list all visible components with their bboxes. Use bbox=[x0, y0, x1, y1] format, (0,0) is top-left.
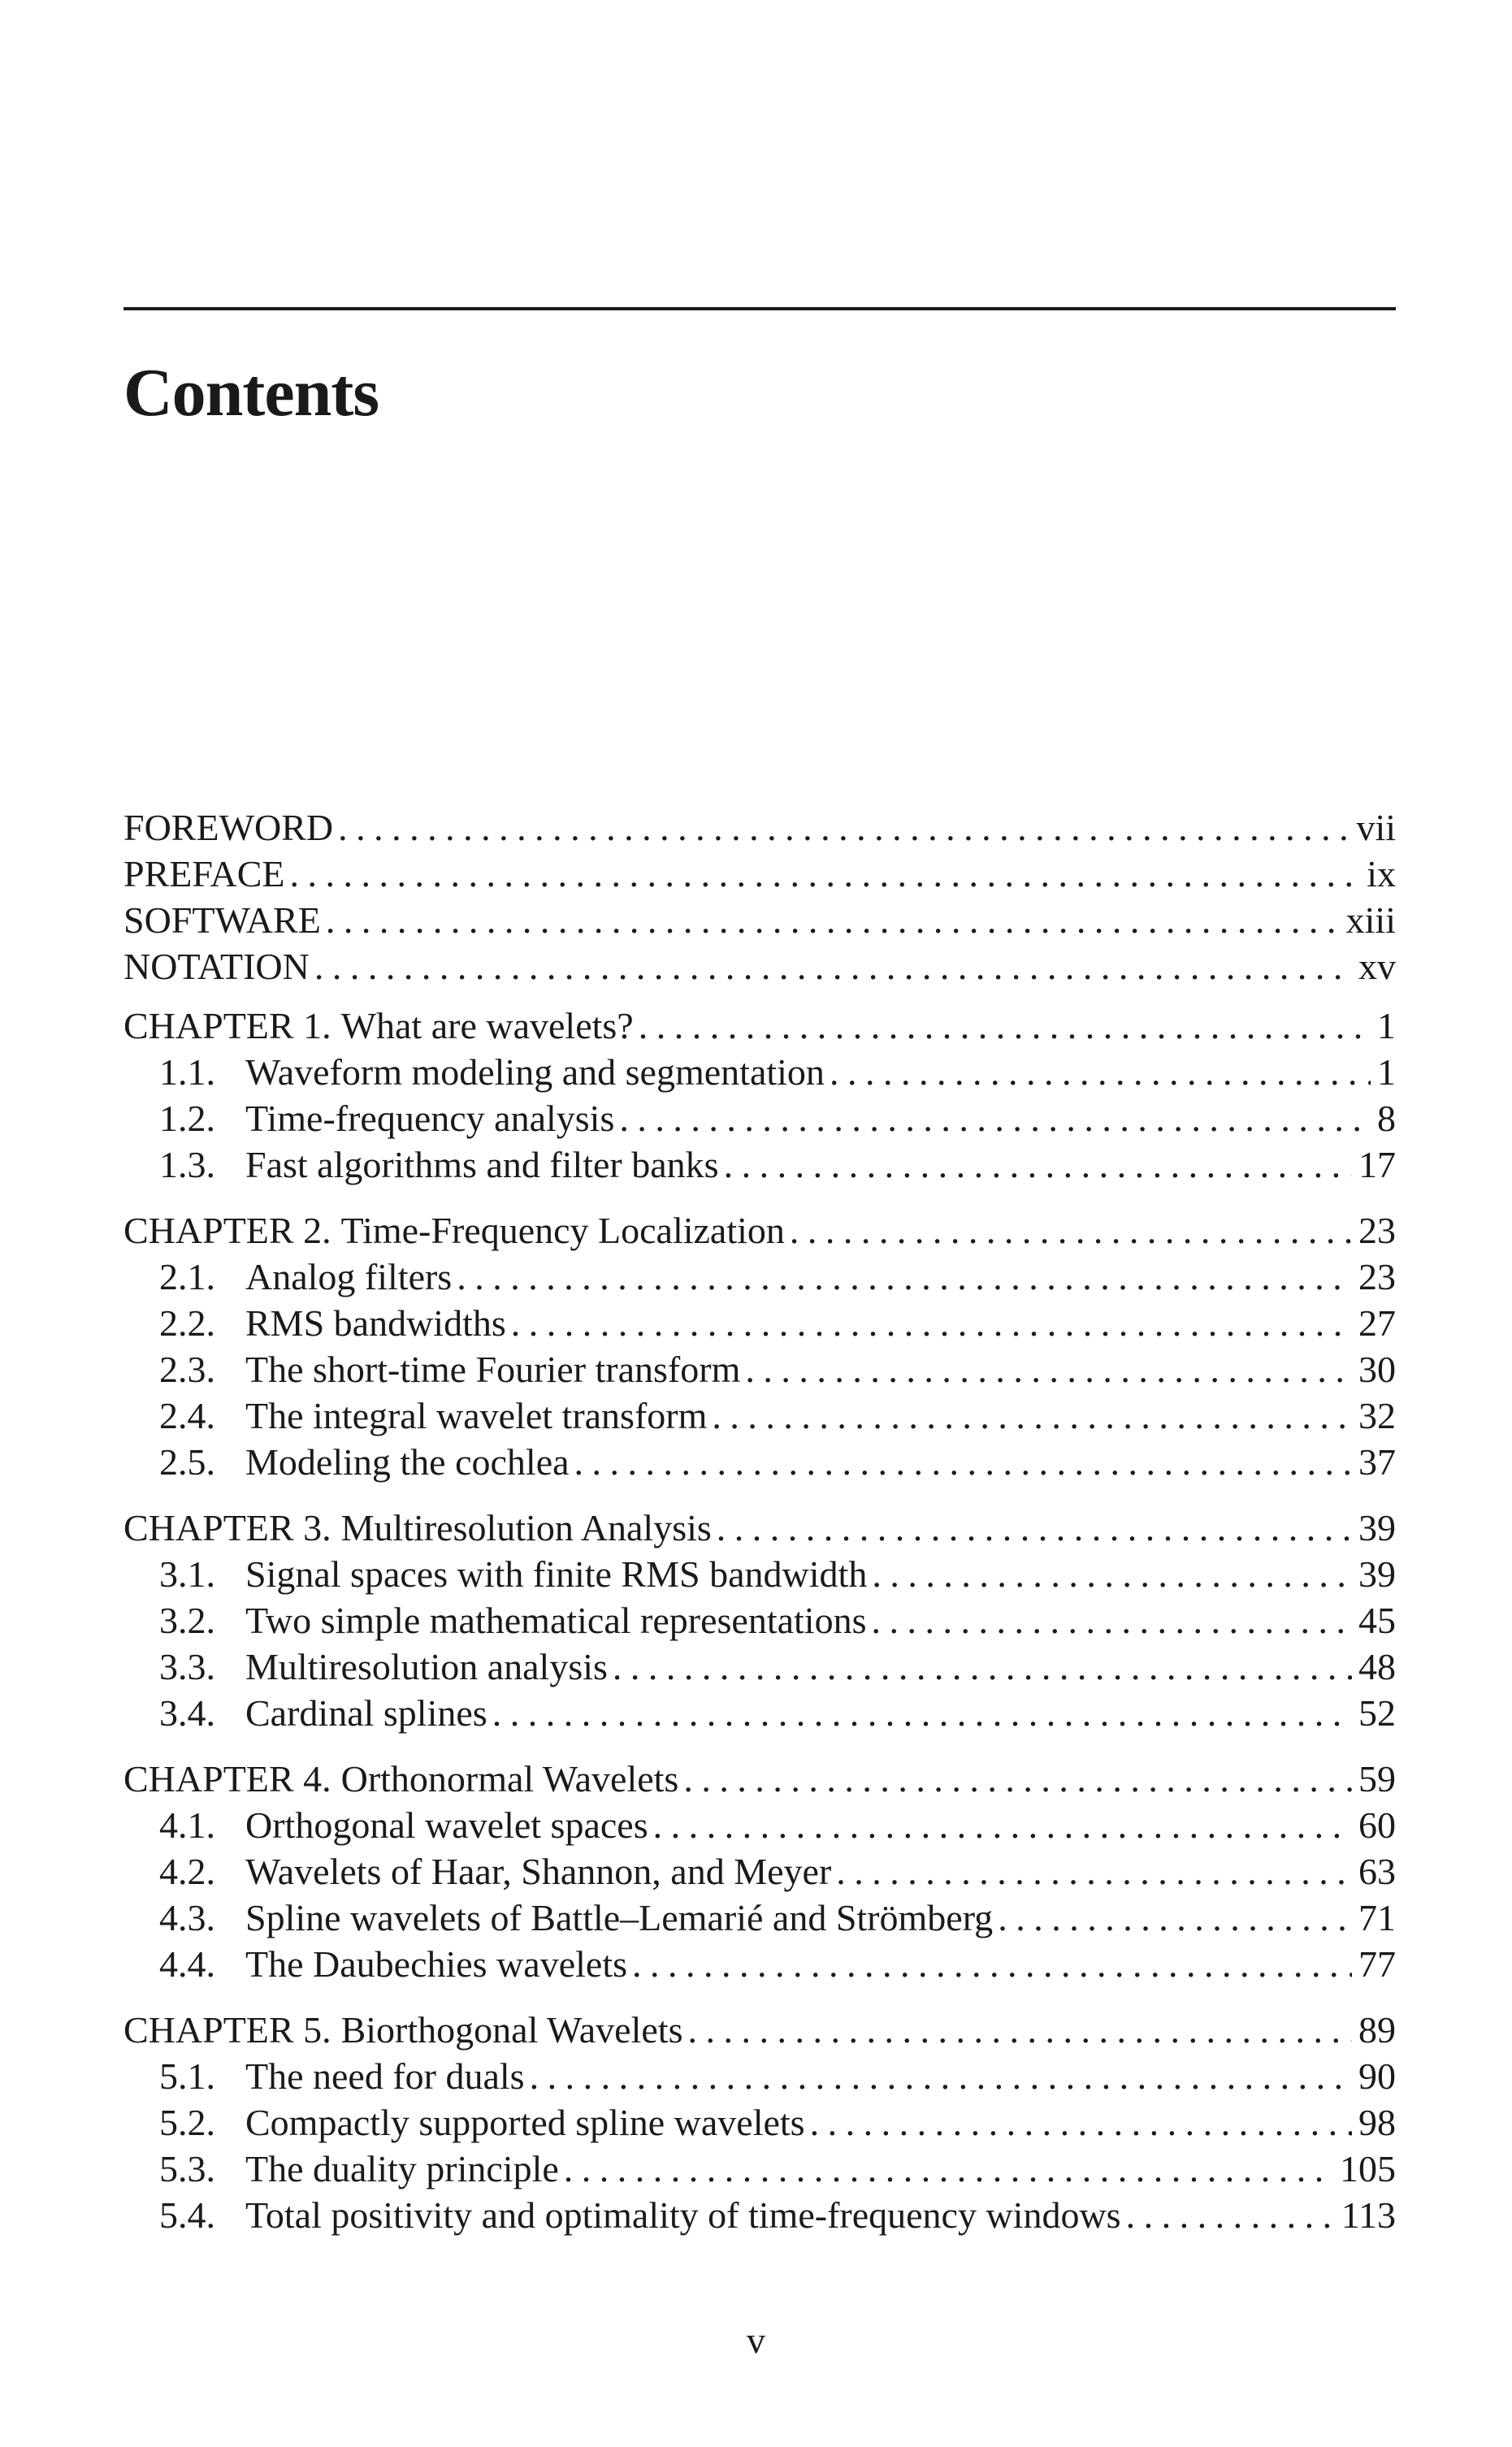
toc-section-1-3[interactable] bbox=[123, 1141, 1396, 1188]
dot-leader bbox=[613, 1644, 1352, 1690]
chapter-page: 1 bbox=[1377, 1005, 1396, 1046]
section-number: 5.3. bbox=[159, 2148, 215, 2189]
toc-section-2-1[interactable] bbox=[123, 1254, 1396, 1300]
dot-leader bbox=[790, 1207, 1352, 1254]
chapter-label: CHAPTER 1. bbox=[123, 1005, 331, 1046]
dot-leader bbox=[872, 1551, 1352, 1597]
section-number: 3.3. bbox=[159, 1646, 215, 1687]
toc-section-5-2[interactable] bbox=[123, 2099, 1396, 2146]
chapter-label: CHAPTER 3. bbox=[123, 1507, 331, 1548]
toc-chapter-2[interactable] bbox=[123, 1207, 1396, 1254]
section-title: Compactly supported spline wavelets bbox=[245, 2102, 805, 2143]
toc-entry-title: FOREWORD bbox=[123, 807, 334, 848]
section-number: 3.1. bbox=[159, 1553, 215, 1595]
section-page: 27 bbox=[1358, 1302, 1396, 1344]
dot-leader bbox=[683, 1756, 1352, 1802]
section-page: 98 bbox=[1358, 2102, 1396, 2143]
toc-entry-page: xiii bbox=[1345, 899, 1396, 941]
toc-entry-page: vii bbox=[1356, 807, 1396, 848]
section-title: The Daubechies wavelets bbox=[245, 1943, 628, 1985]
chapter-page: 23 bbox=[1358, 1210, 1396, 1251]
section-page: 60 bbox=[1358, 1804, 1396, 1846]
chapter-label: CHAPTER 2. bbox=[123, 1210, 331, 1251]
section-title: Cardinal splines bbox=[245, 1692, 487, 1734]
section-title: Multiresolution analysis bbox=[245, 1646, 608, 1687]
dot-leader bbox=[314, 943, 1352, 990]
dot-leader bbox=[619, 1095, 1371, 1141]
dot-leader bbox=[871, 1597, 1352, 1644]
section-title: Modeling the cochlea bbox=[245, 1441, 570, 1483]
toc-section-2-3[interactable] bbox=[123, 1346, 1396, 1392]
chapter-title: Biorthogonal Wavelets bbox=[340, 2009, 683, 2051]
chapter-page: 89 bbox=[1358, 2009, 1396, 2051]
toc-section-1-2[interactable] bbox=[123, 1095, 1396, 1141]
toc-chapter-3[interactable] bbox=[123, 1505, 1396, 1551]
section-page: 17 bbox=[1358, 1144, 1396, 1185]
section-title: Waveform modeling and segmentation bbox=[245, 1051, 825, 1093]
toc-chapter-4[interactable] bbox=[123, 1756, 1396, 1802]
section-title: Fast algorithms and filter banks bbox=[245, 1144, 719, 1185]
toc-entry-foreword[interactable] bbox=[123, 804, 1396, 851]
chapter-title: Time-Frequency Localization bbox=[340, 1210, 785, 1251]
dot-leader bbox=[810, 2099, 1352, 2146]
section-number: 4.2. bbox=[159, 1851, 215, 1892]
toc-entry-page: ix bbox=[1367, 853, 1396, 894]
toc-section-1-1[interactable] bbox=[123, 1049, 1396, 1095]
section-title: Orthogonal wavelet spaces bbox=[245, 1804, 648, 1846]
section-number: 1.1. bbox=[159, 1051, 215, 1093]
dot-leader bbox=[564, 2146, 1333, 2192]
section-title: The short-time Fourier transform bbox=[245, 1349, 741, 1390]
section-page: 39 bbox=[1358, 1553, 1396, 1595]
toc-section-3-2[interactable] bbox=[123, 1597, 1396, 1644]
dot-leader bbox=[998, 1895, 1352, 1941]
dot-leader bbox=[457, 1254, 1352, 1300]
section-number: 1.2. bbox=[159, 1098, 215, 1139]
section-title: Total positivity and optimality of time-frequency windows bbox=[245, 2194, 1121, 2236]
chapter-title: Orthonormal Wavelets bbox=[340, 1758, 679, 1800]
section-title: The need for duals bbox=[245, 2055, 525, 2097]
section-page: 105 bbox=[1340, 2148, 1396, 2189]
dot-leader bbox=[745, 1346, 1352, 1392]
dot-leader bbox=[1126, 2192, 1335, 2238]
section-title: Analog filters bbox=[245, 1256, 453, 1297]
section-page: 37 bbox=[1358, 1441, 1396, 1483]
toc-section-5-3[interactable] bbox=[123, 2146, 1396, 2192]
toc-section-4-4[interactable] bbox=[123, 1941, 1396, 1987]
section-number: 2.3. bbox=[159, 1349, 215, 1390]
section-page: 1 bbox=[1377, 1051, 1396, 1093]
section-page: 113 bbox=[1341, 2194, 1396, 2236]
toc-section-3-4[interactable] bbox=[123, 1690, 1396, 1736]
section-number: 5.2. bbox=[159, 2102, 215, 2143]
section-number: 2.1. bbox=[159, 1256, 215, 1297]
chapter-page: 59 bbox=[1358, 1758, 1396, 1800]
section-number: 4.4. bbox=[159, 1943, 215, 1985]
dot-leader bbox=[511, 1300, 1352, 1346]
section-page: 90 bbox=[1358, 2055, 1396, 2097]
section-title: RMS bandwidths bbox=[245, 1302, 506, 1344]
dot-leader bbox=[724, 1141, 1352, 1188]
chapter-label: CHAPTER 4. bbox=[123, 1758, 331, 1800]
dot-leader bbox=[830, 1049, 1371, 1095]
dot-leader bbox=[687, 2007, 1352, 2053]
toc-section-2-4[interactable] bbox=[123, 1392, 1396, 1439]
dot-leader bbox=[836, 1848, 1352, 1895]
section-title: The integral wavelet transform bbox=[245, 1395, 708, 1436]
toc-section-3-3[interactable] bbox=[123, 1644, 1396, 1690]
dot-leader bbox=[326, 897, 1340, 943]
toc-section-2-5[interactable] bbox=[123, 1439, 1396, 1485]
section-title: Spline wavelets of Battle–Lemarié and Strömberg bbox=[245, 1897, 994, 1938]
page-number: v bbox=[747, 2319, 765, 2361]
dot-leader bbox=[338, 804, 1350, 851]
toc-section-4-2[interactable] bbox=[123, 1848, 1396, 1895]
section-number: 3.4. bbox=[159, 1692, 215, 1734]
section-number: 2.2. bbox=[159, 1302, 215, 1344]
page-heading: Contents bbox=[123, 355, 379, 431]
section-page: 8 bbox=[1377, 1098, 1396, 1139]
section-page: 45 bbox=[1358, 1600, 1396, 1641]
dot-leader bbox=[530, 2053, 1352, 2099]
section-page: 48 bbox=[1358, 1646, 1396, 1687]
chapter-page: 39 bbox=[1358, 1507, 1396, 1548]
toc-entry-notation[interactable] bbox=[123, 943, 1396, 990]
section-page: 71 bbox=[1358, 1897, 1396, 1938]
toc-entry-preface[interactable] bbox=[123, 851, 1396, 897]
dot-leader bbox=[639, 1003, 1371, 1049]
section-page: 32 bbox=[1358, 1395, 1396, 1436]
table-of-contents bbox=[123, 804, 1396, 2238]
chapter-title: What are wavelets? bbox=[340, 1005, 634, 1046]
section-title: Time-frequency analysis bbox=[245, 1098, 615, 1139]
section-page: 23 bbox=[1358, 1256, 1396, 1297]
section-title: Wavelets of Haar, Shannon, and Meyer bbox=[245, 1851, 832, 1892]
toc-entry-title: PREFACE bbox=[123, 853, 285, 894]
toc-section-5-1[interactable] bbox=[123, 2053, 1396, 2099]
dot-leader bbox=[712, 1392, 1352, 1439]
section-number: 5.4. bbox=[159, 2194, 215, 2236]
toc-entry-page: xv bbox=[1358, 946, 1396, 987]
section-page: 52 bbox=[1358, 1692, 1396, 1734]
chapter-title: Multiresolution Analysis bbox=[340, 1507, 712, 1548]
section-page: 63 bbox=[1358, 1851, 1396, 1892]
dot-leader bbox=[290, 851, 1361, 897]
section-number: 4.3. bbox=[159, 1897, 215, 1938]
section-title: Signal spaces with finite RMS bandwidth bbox=[245, 1553, 868, 1595]
toc-section-4-1[interactable] bbox=[123, 1802, 1396, 1848]
dot-leader bbox=[632, 1941, 1352, 1987]
section-page: 77 bbox=[1358, 1943, 1396, 1985]
section-title: Two simple mathematical representations bbox=[245, 1600, 867, 1641]
section-number: 2.4. bbox=[159, 1395, 215, 1436]
toc-entry-software[interactable] bbox=[123, 897, 1396, 943]
section-title: The duality principle bbox=[245, 2148, 559, 2189]
chapter-label: CHAPTER 5. bbox=[123, 2009, 331, 2051]
toc-section-3-1[interactable] bbox=[123, 1551, 1396, 1597]
dot-leader bbox=[653, 1802, 1352, 1848]
toc-section-4-3[interactable] bbox=[123, 1895, 1396, 1941]
section-number: 4.1. bbox=[159, 1804, 215, 1846]
section-number: 1.3. bbox=[159, 1144, 215, 1185]
dot-leader bbox=[717, 1505, 1352, 1551]
dot-leader bbox=[492, 1690, 1352, 1736]
toc-chapter-1[interactable] bbox=[123, 1003, 1396, 1049]
section-number: 5.1. bbox=[159, 2055, 215, 2097]
top-rule bbox=[123, 307, 1396, 310]
section-number: 3.2. bbox=[159, 1600, 215, 1641]
dot-leader bbox=[574, 1439, 1352, 1485]
toc-chapter-5[interactable] bbox=[123, 2007, 1396, 2053]
toc-entry-title: NOTATION bbox=[123, 946, 310, 987]
toc-section-2-2[interactable] bbox=[123, 1300, 1396, 1346]
section-page: 30 bbox=[1358, 1349, 1396, 1390]
section-number: 2.5. bbox=[159, 1441, 215, 1483]
toc-entry-title: SOFTWARE bbox=[123, 899, 321, 941]
toc-section-5-4[interactable] bbox=[123, 2192, 1396, 2238]
